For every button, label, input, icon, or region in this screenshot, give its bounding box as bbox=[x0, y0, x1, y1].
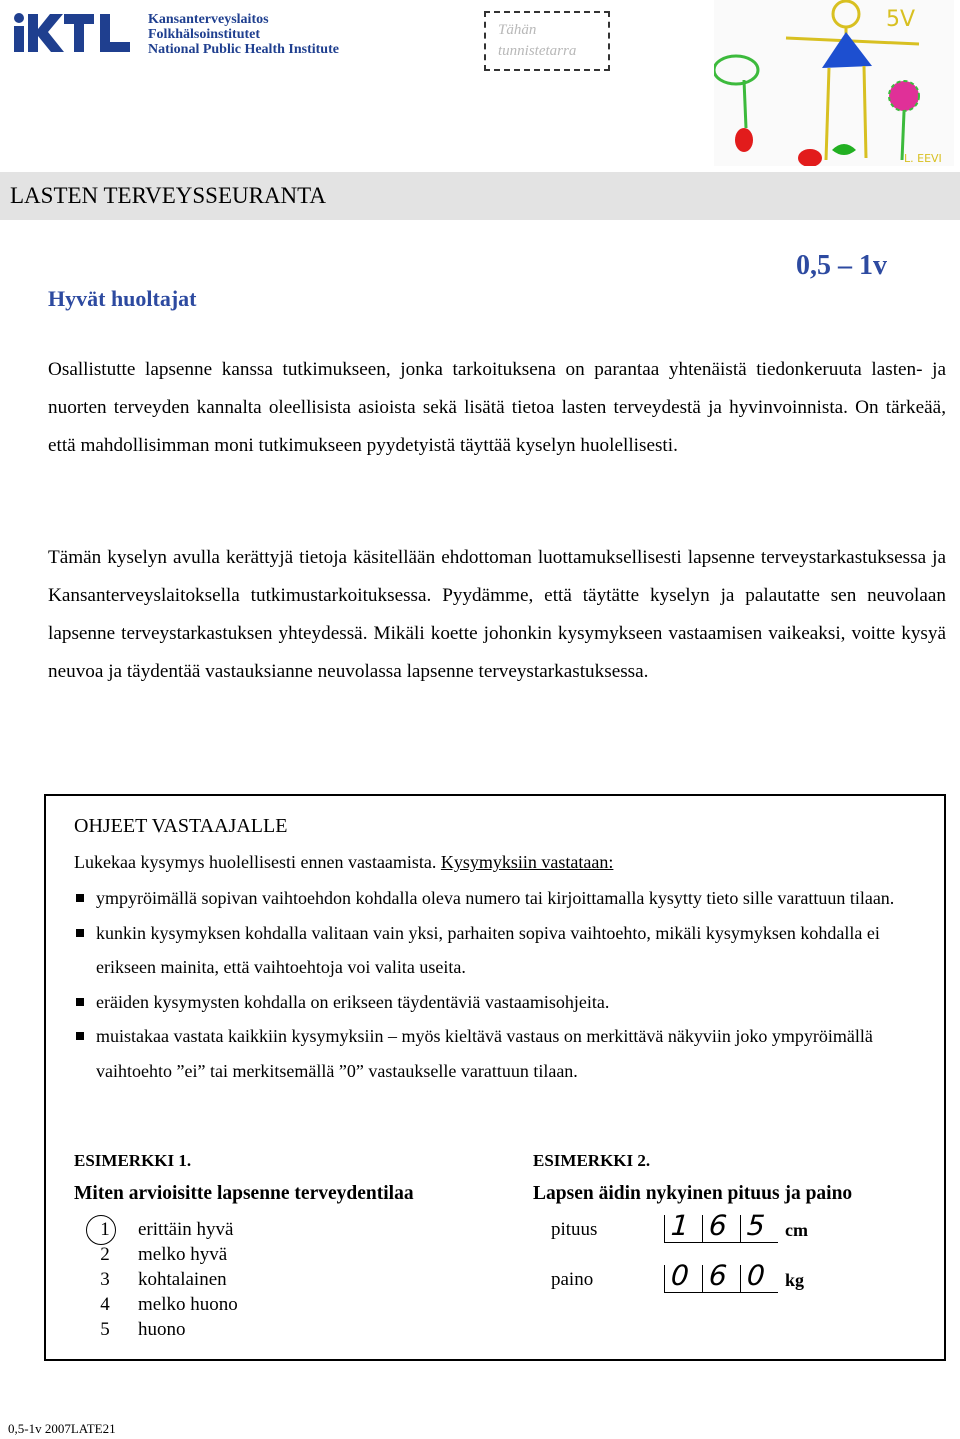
example-1-heading: ESIMERKKI 1. bbox=[74, 1151, 192, 1170]
instructions-list bbox=[74, 881, 914, 1089]
option-label: melko huono bbox=[138, 1294, 238, 1315]
option-label: erittäin hyvä bbox=[138, 1219, 234, 1240]
digit-cell[interactable] bbox=[664, 1209, 702, 1243]
handwritten-digit: 1 bbox=[669, 1209, 690, 1242]
weight-label: paino bbox=[551, 1269, 594, 1290]
height-input[interactable] bbox=[664, 1209, 808, 1243]
id-sticker-placeholder bbox=[484, 11, 610, 71]
example-1-question: Miten arvioisitte lapsenne terveydentilaa bbox=[74, 1183, 414, 1204]
page-title: LASTEN TERVEYSSEURANTA bbox=[10, 183, 326, 208]
option-number[interactable]: 1 bbox=[100, 1219, 110, 1240]
option-number[interactable]: 5 bbox=[100, 1319, 110, 1340]
handwritten-digit: 0 bbox=[669, 1259, 690, 1292]
institute-name-sv: Folkhälsoinstitutet bbox=[148, 27, 261, 42]
bullet-square-icon bbox=[76, 894, 84, 902]
digit-cell[interactable] bbox=[664, 1259, 702, 1293]
handwritten-digit: 5 bbox=[745, 1209, 766, 1242]
ktl-logo-icon bbox=[12, 12, 132, 54]
digit-cell[interactable] bbox=[702, 1209, 740, 1243]
instructions-title: OHJEET VASTAAJALLE bbox=[74, 815, 288, 837]
institute-name-en: National Public Health Institute bbox=[148, 42, 339, 57]
list-item-text: ympyröimällä sopivan vaihtoehdon kohdalla oleva numero tai kirjoittamalla kysytty tieto sille varattuun tilaan. bbox=[96, 888, 895, 908]
option-label: melko hyvä bbox=[138, 1244, 228, 1265]
bullet-square-icon bbox=[76, 929, 84, 937]
list-item bbox=[74, 1019, 914, 1088]
institute-name bbox=[148, 12, 339, 57]
footer-code: 0,5-1v 2007LATE21 bbox=[8, 1421, 116, 1436]
child-drawing-image bbox=[714, 0, 954, 166]
height-unit: cm bbox=[785, 1220, 808, 1240]
intro-paragraph-1: Osallistutte lapsenne kanssa tutkimukseen, jonka tarkoituksena on parantaa yhtenäistä tiedonkeruuta lasten- ja nuorten terveyden kannalta oleellisista asioista sekä lisätä tietoa lasten terveydestä ja hyvinvoinnista. On tärkeää, että mahdollisimman moni tutkimukseen pyydetyistä täyttää kyselyn huolellisesti. bbox=[48, 359, 946, 456]
bullet-square-icon bbox=[76, 998, 84, 1006]
list-item-text: muistakaa vastata kaikkiin kysymyksiin – myös kieltävä vastaus on merkittävä näkyviin joko ympyröimällä vaihtoehto ”ei” tai merkitsemällä ”0” vastaukselle varattuun tilaan. bbox=[96, 1026, 873, 1081]
digit-cell[interactable] bbox=[740, 1209, 778, 1243]
drawing-label-age: 5V bbox=[886, 7, 916, 32]
institute-name-fi: Kansanterveyslaitos bbox=[148, 12, 269, 27]
sticker-text: Tähän tunnistetarra bbox=[498, 22, 577, 59]
list-item bbox=[74, 881, 914, 916]
instructions-intro bbox=[74, 852, 613, 873]
handwritten-digit: 6 bbox=[707, 1209, 728, 1242]
example-2-heading: ESIMERKKI 2. bbox=[533, 1151, 651, 1170]
age-group-label: 0,5 – 1v bbox=[796, 250, 887, 281]
option-number[interactable]: 3 bbox=[100, 1269, 110, 1290]
handwritten-digit: 6 bbox=[707, 1259, 728, 1292]
option-label: kohtalainen bbox=[138, 1269, 227, 1290]
list-item-text: eräiden kysymysten kohdalla on erikseen täydentäviä vastaamisohjeita. bbox=[96, 991, 610, 1012]
weight-unit: kg bbox=[785, 1270, 805, 1290]
bullet-square-icon bbox=[76, 1032, 84, 1040]
list-item bbox=[74, 916, 914, 985]
drawing-label-name: L. EEVI bbox=[904, 152, 942, 165]
height-label: pituus bbox=[551, 1219, 598, 1240]
list-item bbox=[74, 985, 914, 1020]
weight-input[interactable] bbox=[664, 1259, 805, 1293]
option-number[interactable]: 2 bbox=[100, 1244, 110, 1265]
digit-cell[interactable] bbox=[740, 1259, 778, 1293]
option-number[interactable]: 4 bbox=[100, 1294, 110, 1315]
instructions-intro-text: Lukekaa kysymys huolellisesti ennen vastaamista. bbox=[74, 852, 437, 872]
option-label: huono bbox=[138, 1319, 186, 1340]
intro-paragraph-2: Tämän kyselyn avulla kerättyjä tietoja käsitellään ehdottoman luottamuksellisesti lapsenne terveystarkastuksessa ja Kansanterveyslaitoksella tutkimustarkoituksessa. Pyydämme, että täytätte kyselyn ja palautatte sen neuvolaan lapsenne terveystarkastuksen yhteydessä. Mikäli koette johonkin kysymykseen vastaamisen vaikeaksi, voitte kysyä neuvoa ja täydentää vastauksianne neuvolassa lapsenne terveystarkastuksessa. bbox=[48, 547, 946, 682]
list-item-text: kunkin kysymyksen kohdalla valitaan vain yksi, parhaiten sopiva vaihtoehto, mikäli kysymyksen kohdalla ei erikseen mainita, että vaihtoehtoja voi valita useita. bbox=[96, 922, 880, 978]
handwritten-digit: 0 bbox=[745, 1259, 766, 1292]
instructions-intro-underlined: Kysymyksiin vastataan: bbox=[440, 852, 614, 872]
greeting: Hyvät huoltajat bbox=[48, 286, 197, 311]
example-2-question: Lapsen äidin nykyinen pituus ja paino bbox=[533, 1183, 853, 1204]
digit-cell[interactable] bbox=[702, 1259, 740, 1293]
